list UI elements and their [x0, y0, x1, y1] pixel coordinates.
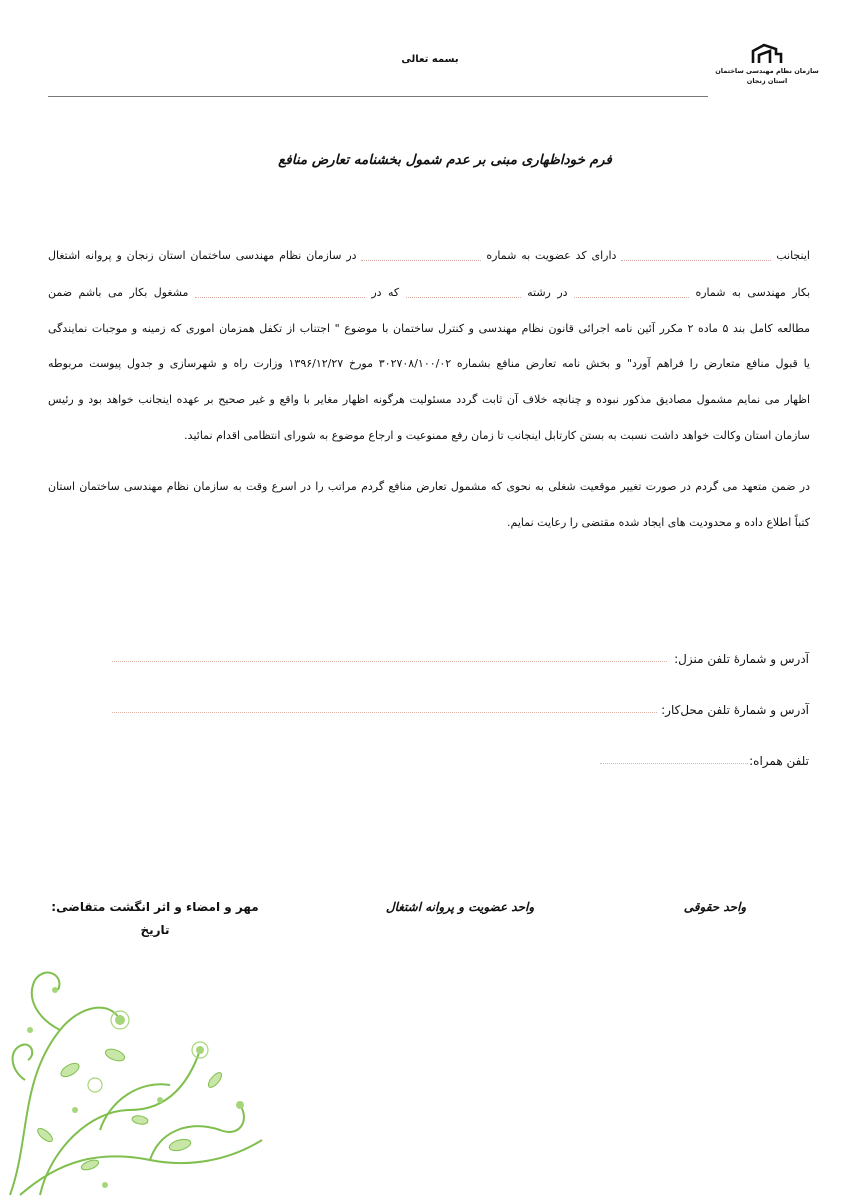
workplace-blank[interactable]	[195, 289, 365, 298]
line1-text-applicant: اینجانب	[776, 249, 810, 262]
declaration-line-6: سازمان استان وکالت خواهد داشت نسبت به بستن کارتابل اینجانب تا زمان رفع ممنوعیت و ارجاع موضوع به شورای انتظامی اقدام نمائید.	[184, 429, 810, 442]
date-caption: تاریخ	[140, 923, 170, 937]
work-address-label: آدرس و شمارهٔ تلفن محل‌کار:	[661, 703, 809, 717]
logo-org-name: سازمان نظام مهندسی ساختمان	[715, 67, 819, 75]
commitment-line-2: کتباً اطلاع داده و محدودیت های ایجاد شده مقتضی را رعایت نمایم.	[507, 516, 810, 529]
line2-text-employed: مشغول بکار می باشم ضمن	[48, 286, 189, 299]
membership-code-blank[interactable]	[361, 252, 481, 261]
applicant-seal-caption: مهر و امضاء و اثر انگشت متقاضی:	[51, 900, 259, 914]
floral-decoration	[0, 960, 270, 1200]
home-address-field[interactable]	[112, 661, 667, 662]
form-title: فرم خوداظهاری مبنی بر عدم شمول بخشنامه تعارض منافع	[278, 152, 612, 168]
declaration-line-2	[48, 284, 810, 302]
logo-org-province: استان زنجان	[746, 77, 788, 85]
header-divider	[48, 96, 708, 97]
declaration-line-3: مطالعه کامل بند ۵ ماده ۲ مکرر آئین نامه اجرائی قانون نظام مهندسی و کنترل ساختمان با موضوع " اجتناب از تکفل همزمان اموری که زمینه و موجبات نمایندگی	[48, 322, 810, 335]
line2-text-workplace: که در	[371, 286, 400, 299]
license-number-blank[interactable]	[574, 289, 689, 298]
declaration-line-1	[48, 247, 810, 265]
membership-unit-caption: واحد عضویت و پروانه اشتغال	[385, 900, 535, 914]
line2-text-field: در رشته	[527, 286, 568, 299]
legal-unit-caption: واحد حقوقی	[683, 900, 747, 914]
work-address-field[interactable]	[112, 712, 657, 713]
name-blank[interactable]	[621, 252, 771, 261]
commitment-line-1: در ضمن متعهد می گردم در صورت تغییر موقعیت شغلی به نحوی که مشمول تعارض منافع گردم مراتب را در اسرع وقت به سازمان نظام مهندسی ساختمان استان	[48, 480, 810, 493]
bismillah-heading: بسمه تعالی	[401, 54, 459, 65]
line2-text-license: بکار مهندسی به شماره	[695, 286, 811, 299]
home-address-label: آدرس و شمارهٔ تلفن منزل:	[674, 652, 809, 666]
organization-logo	[712, 42, 822, 102]
declaration-line-5: اظهار می نمایم مشمول مصادیق مذکور نبوده و چنانچه خلاف آن ثابت گردد مسئولیت هرگونه اظهار مغایر با واقع و غیر صحیح بر عهده اینجانب خواهد بود و رئیس	[48, 393, 810, 406]
field-blank[interactable]	[406, 289, 521, 298]
line1-text-membership: دارای کد عضویت به شماره	[486, 249, 617, 262]
mobile-phone-field[interactable]	[600, 763, 748, 764]
organization-logo-icon	[750, 42, 784, 66]
line1-text-organization: در سازمان نظام مهندسی ساختمان استان زنجان و پروانه اشتغال	[48, 249, 357, 262]
declaration-line-4: یا قبول منافع متعارض را فراهم آورد" و بخش نامه تعارض منافع بشماره ۳۰۲۷۰۸/۱۰۰/۰۲ مورخ ۱۳۹۶/۱۲/۲۷ وزارت راه و شهرسازی و جدول پیوست مربوطه	[48, 357, 810, 370]
mobile-phone-label: تلفن همراه:	[749, 754, 809, 768]
